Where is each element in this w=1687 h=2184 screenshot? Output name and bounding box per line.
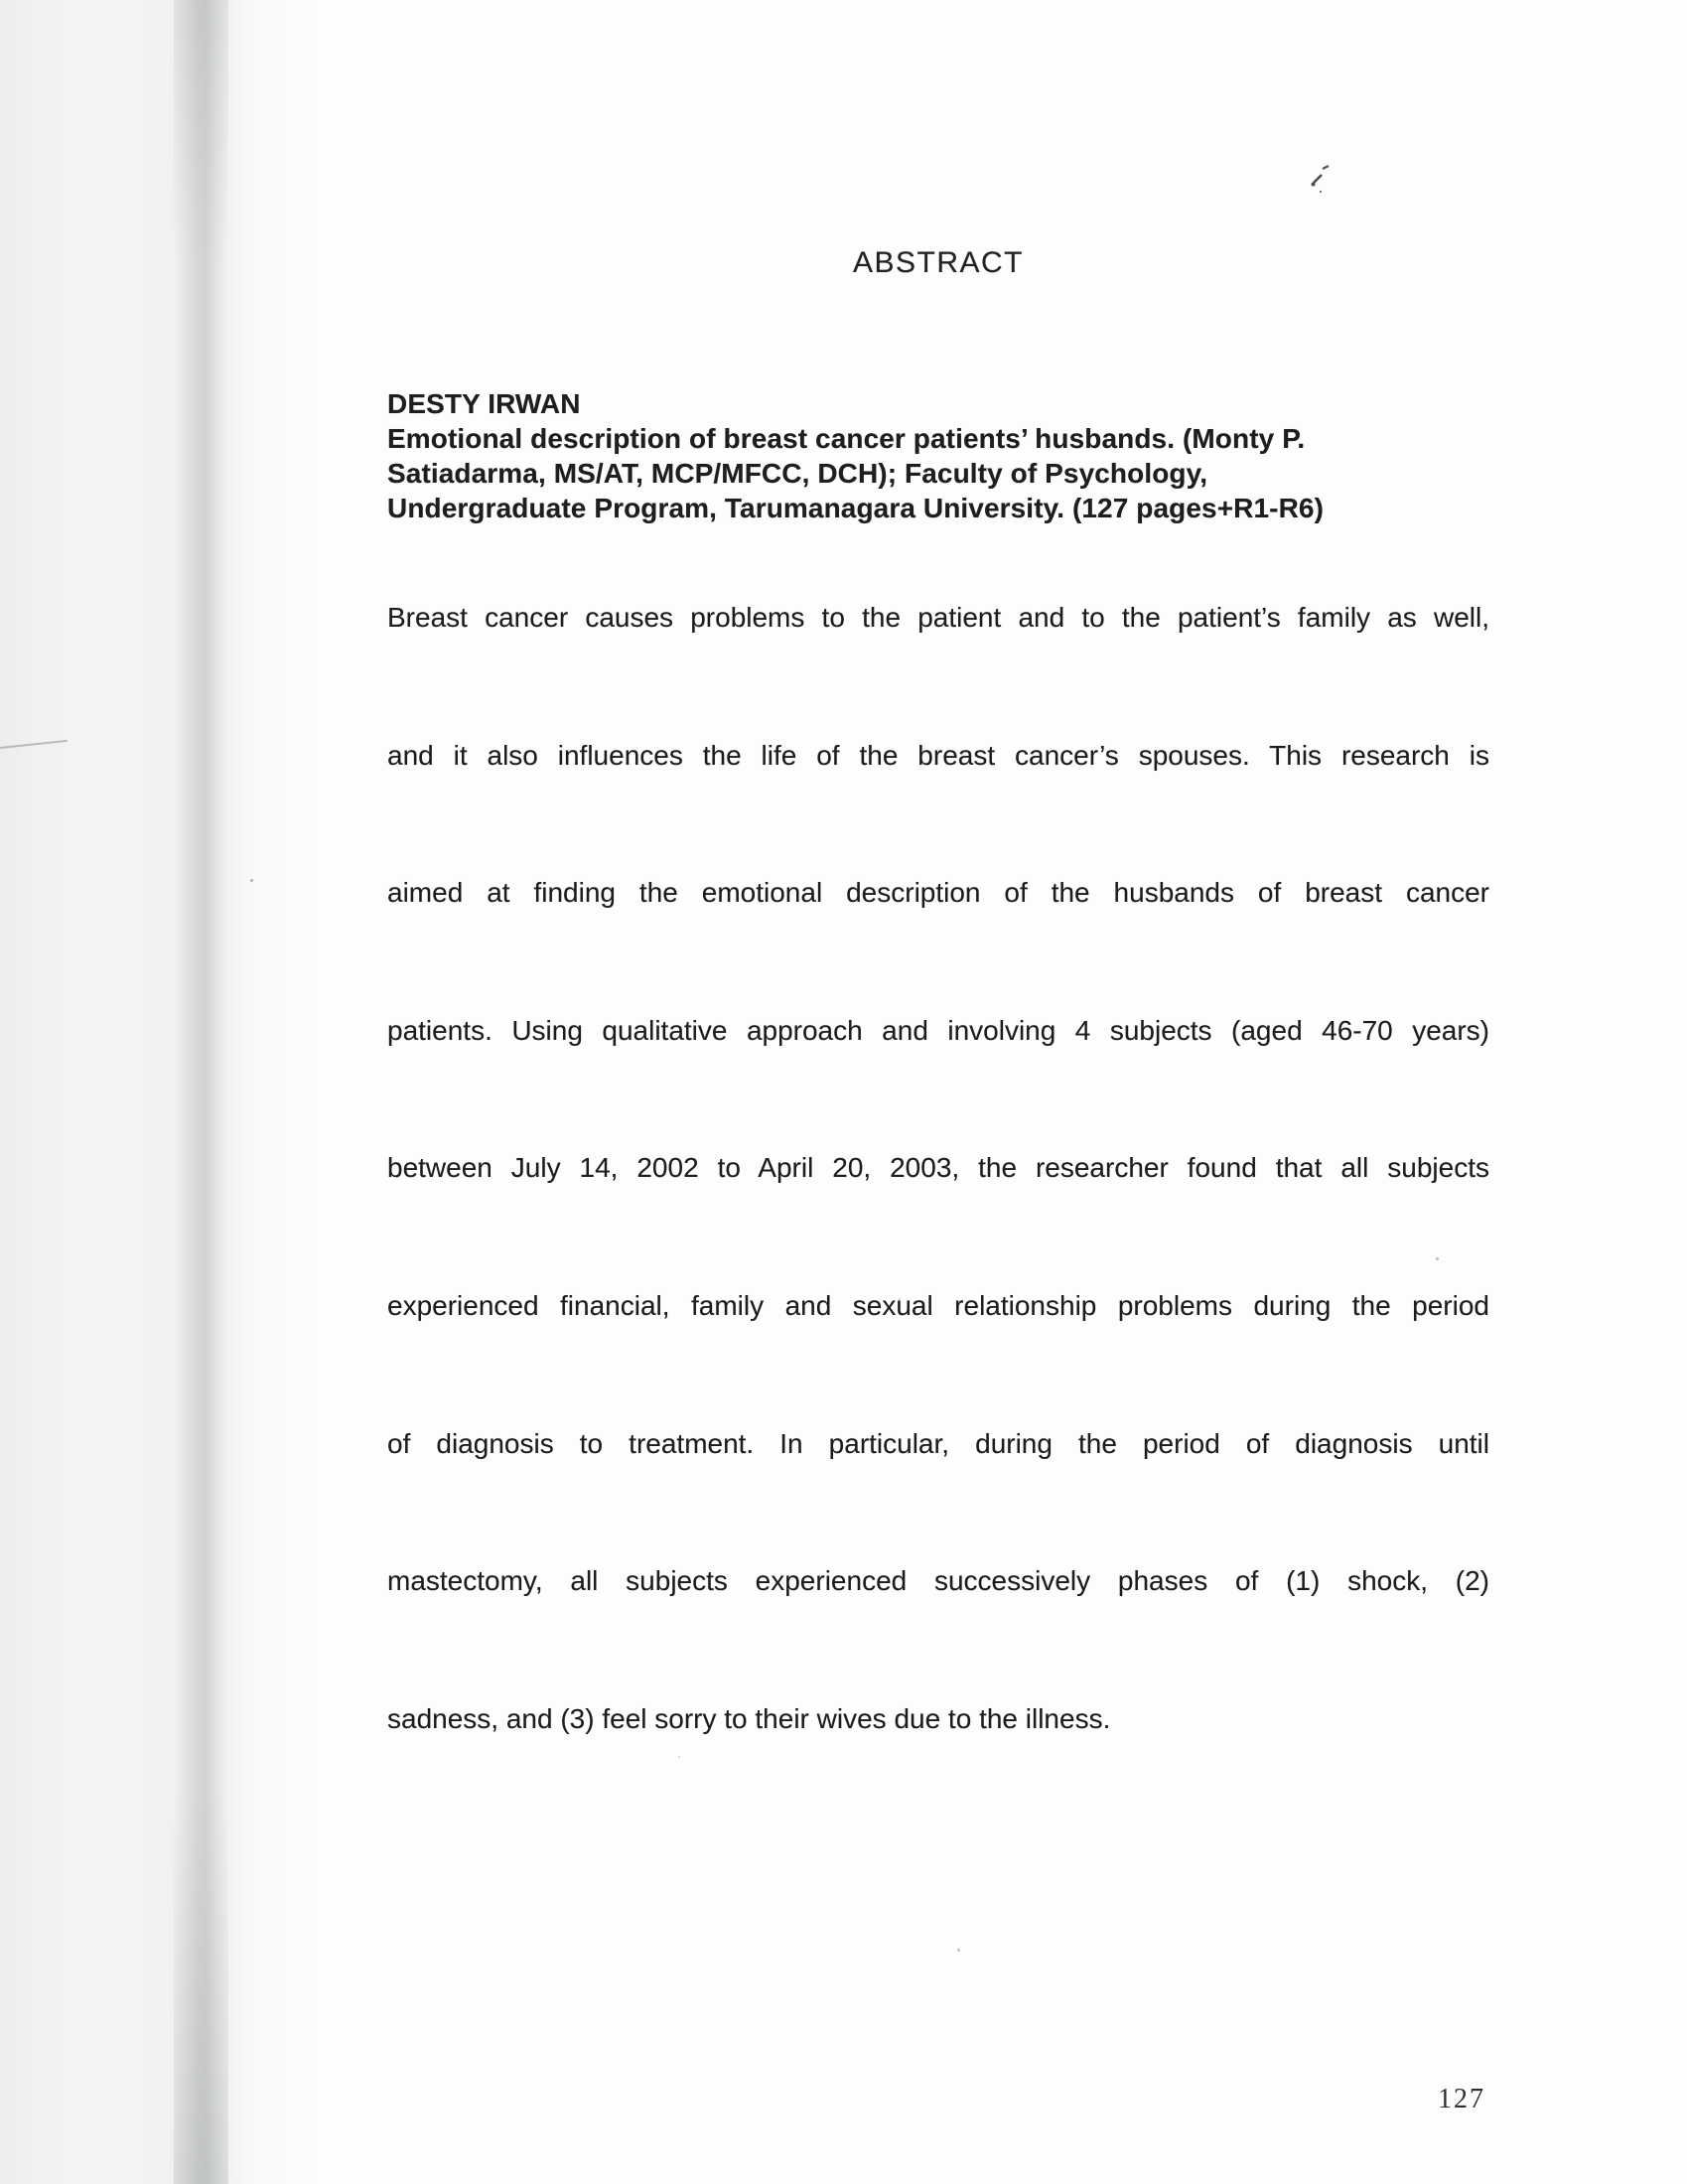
institution-line: Undergraduate Program, Tarumanagara University. (127 pages+R1-R6) <box>387 493 1324 523</box>
advisor-line: Satiadarma, MS/AT, MCP/MFCC, DCH); Faculty of Psychology, <box>387 458 1208 489</box>
scan-speck <box>250 879 253 882</box>
scan-speck <box>899 1298 901 1300</box>
page-number: 127 <box>1438 2084 1485 2114</box>
body-line: Breast cancer causes problems to the patient and to the patient’s family as well, <box>387 602 1489 633</box>
scan-speck <box>678 1756 680 1758</box>
page-binding-shadow <box>174 0 228 2184</box>
abstract-paragraph <box>387 583 1489 1753</box>
scan-speck <box>1436 1257 1439 1260</box>
ink-smudge-mark <box>1309 161 1335 197</box>
author-name-line: DESTY IRWAN <box>387 388 581 419</box>
page-title: ABSTRACT <box>852 246 1025 279</box>
thesis-title-line: Emotional description of breast cancer patients’ husbands. (Monty P. <box>387 423 1306 454</box>
body-line: and it also influences the life of the breast cancer’s spouses. This research is <box>387 739 1489 771</box>
pen-stroke-mark <box>0 740 68 749</box>
author-citation-block <box>387 386 1509 525</box>
body-line: patients. Using qualitative approach and involving 4 subjects (aged 46-70 years) <box>387 1014 1489 1046</box>
scan-speck <box>957 1949 960 1952</box>
body-line: experienced financial, family and sexual relationship problems during the period <box>387 1289 1489 1321</box>
body-line: mastectomy, all subjects experienced successively phases of (1) shock, (2) <box>387 1565 1489 1597</box>
body-line: aimed at finding the emotional description of the husbands of breast cancer <box>387 877 1489 909</box>
body-line: between July 14, 2002 to April 20, 2003, the researcher found that all subjects <box>387 1152 1489 1184</box>
body-line: of diagnosis to treatment. In particular, during the period of diagnosis until <box>387 1427 1489 1459</box>
body-line: sadness, and (3) feel sorry to their wives due to the illness. <box>387 1702 1111 1734</box>
